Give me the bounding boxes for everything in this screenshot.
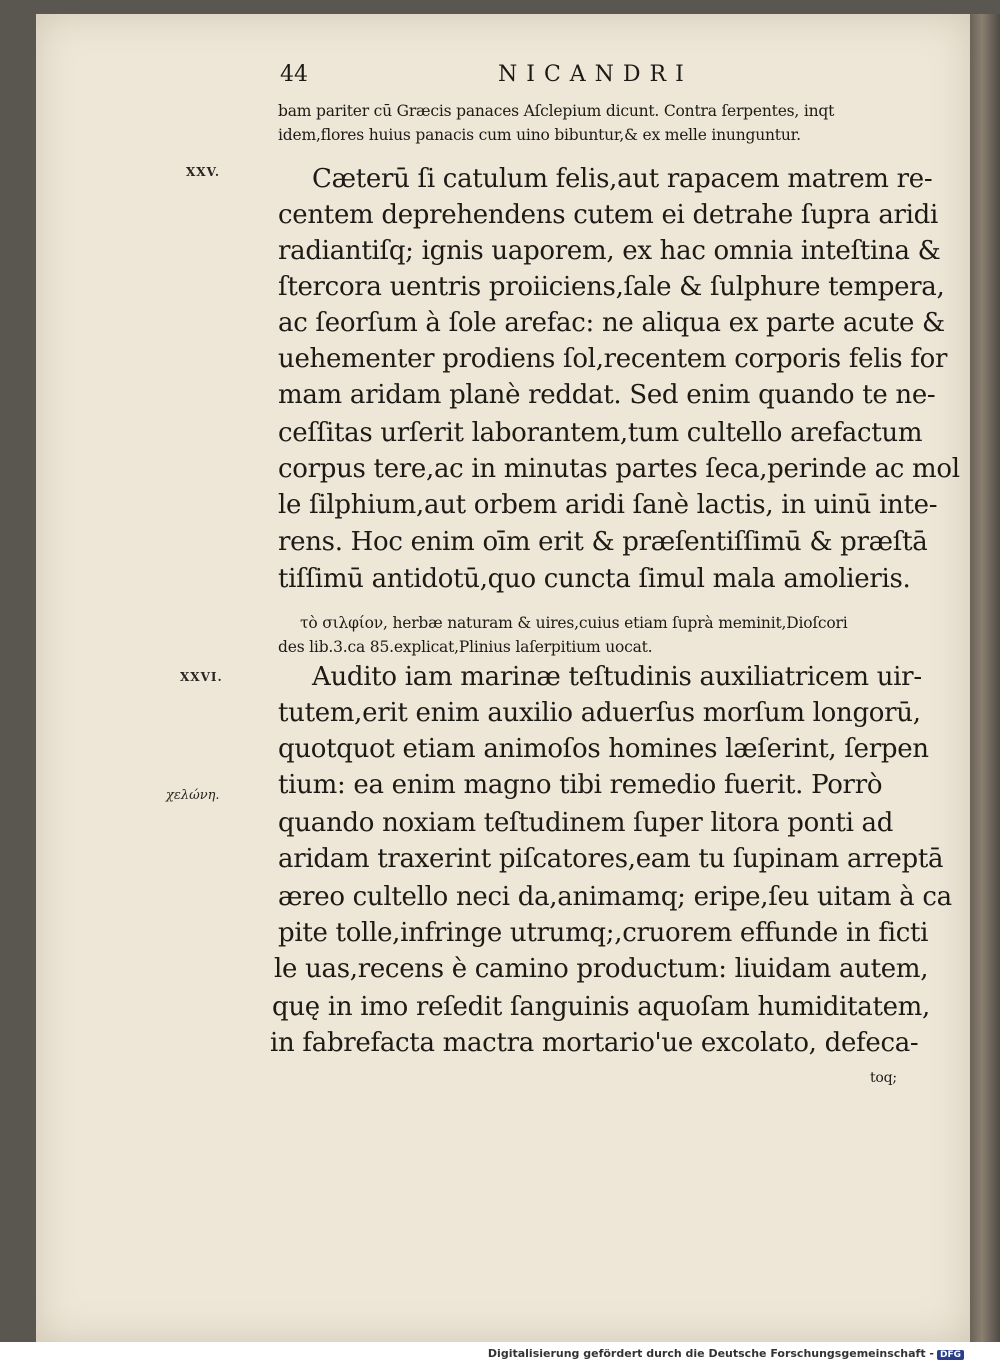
text-line: corpus tere,ac in minutas partes ſeca,perinde ac mol — [278, 454, 960, 484]
note-line: idem,flores huius panacis cum uino bibuntur,& ex melle inunguntur. — [278, 126, 801, 144]
text-line: æreo cultello neci da,animamq; eripe,ſeu uitam à ca — [278, 882, 952, 912]
footer-credit — [488, 1347, 964, 1360]
note-line: des lib.3.ca 85.explicat,Plinius laſerpitium uocat. — [278, 638, 653, 656]
note-line: τὸ σιλφίον, herbæ naturam & uires,cuius etiam ſuprà meminit,Dioſcori — [300, 614, 848, 632]
text-line: in fabrefacta mactra mortario'ue excolato, defeca- — [270, 1028, 919, 1058]
running-head: NICANDRI — [498, 62, 693, 87]
margin-label-xxvi: XXVI. — [180, 670, 223, 684]
text-line: centem deprehendens cutem ei detrahe ſupra aridi — [278, 200, 939, 230]
footer-text: Digitalisierung gefördert durch die Deutsche Forschungsgemeinschaft - — [487, 1347, 934, 1360]
text-line: Audito iam marinæ teſtudinis auxiliatricem uir- — [312, 662, 922, 692]
dfg-logo-icon: DFG — [937, 1350, 964, 1360]
text-line: mam aridam planè reddat. Sed enim quando te ne- — [278, 380, 936, 410]
text-line: quando noxiam teſtudinem ſuper litora ponti ad — [278, 808, 894, 838]
page-number: 44 — [280, 62, 308, 87]
note-line: bam pariter cū Græcis panaces Aſclepium dicunt. Contra ſerpentes, inqt — [278, 102, 835, 120]
catchword: toq; — [870, 1070, 897, 1086]
text-line: le uas,recens è camino productum: liuidam autem, — [274, 954, 929, 984]
text-line: quotquot etiam animoſos homines læſerint, ſerpen — [278, 734, 929, 764]
text-line: Cæterū ſi catulum felis,aut rapacem matrem re- — [312, 164, 933, 194]
text-line: tium: ea enim magno tibi remedio fuerit. Porrò — [278, 770, 883, 800]
text-line: uehementer prodiens ſol,recentem corporis felis for — [278, 344, 948, 374]
text-line: rens. Hoc enim oīm erit & præſentiſſimū & præſtā — [278, 527, 928, 557]
text-line: pite tolle,infringe utrumq;,cruorem effunde in ficti — [278, 918, 929, 948]
text-line: quę in imo reſedit ſanguinis aquoſam humiditatem, — [272, 992, 930, 1022]
text-line: ceſſitas urſerit laborantem,tum cultello arefactum — [278, 418, 923, 448]
text-line: tutem,erit enim auxilio aduerſus morſum longorū, — [278, 698, 921, 728]
text-line: ſtercora uentris proiiciens,ſale & ſulphure tempera, — [278, 272, 945, 302]
page-edge — [970, 14, 1000, 1342]
text-line: le ſilphium,aut orbem aridi ſanè lactis, in uinū inte- — [278, 490, 938, 520]
margin-label-greek: χελώνη. — [166, 788, 220, 803]
text-line: radiantiſq; ignis uaporem, ex hac omnia inteſtina & — [278, 236, 941, 266]
text-line: ac ſeorſum à ſole arefac: ne aliqua ex parte acute & — [278, 308, 945, 338]
text-line: tiſſimū antidotū,quo cuncta ſimul mala amolieris. — [278, 564, 911, 594]
text-line: aridam traxerint piſcatores,eam tu ſupinam arreptā — [278, 844, 944, 874]
margin-label-xxv: XXV. — [186, 165, 221, 179]
